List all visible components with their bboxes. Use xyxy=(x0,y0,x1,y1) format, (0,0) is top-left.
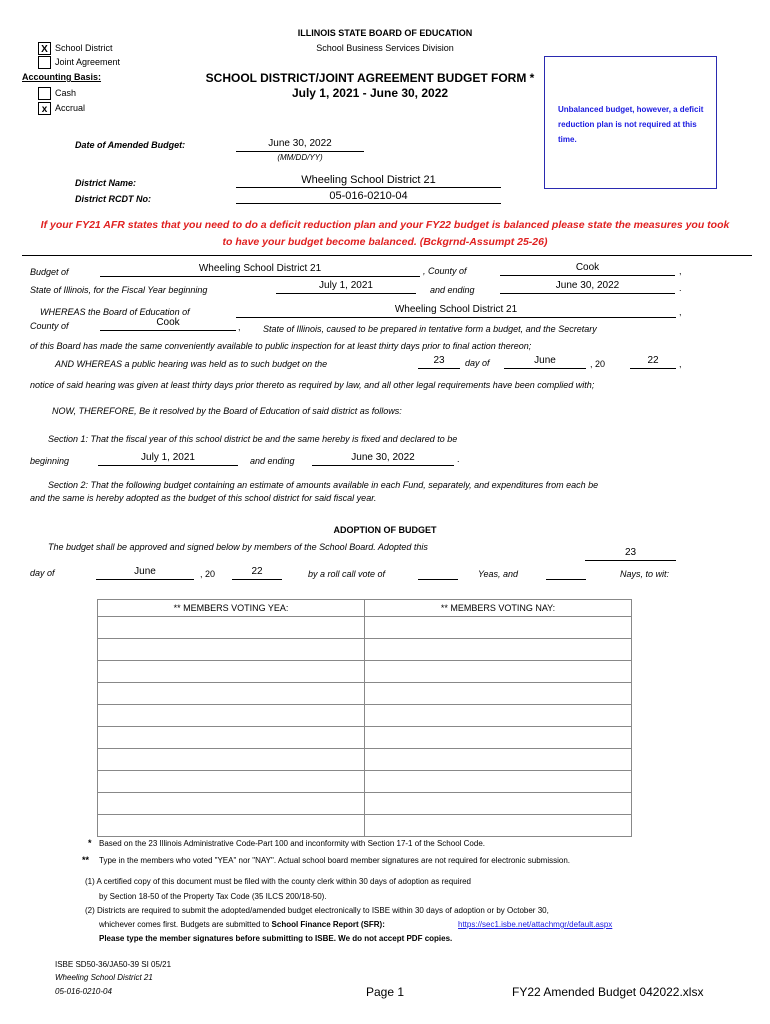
nay-member-cell[interactable] xyxy=(365,705,632,727)
deficit-note-box xyxy=(544,56,717,189)
yeas-count-field[interactable] xyxy=(418,566,458,580)
period-2: . xyxy=(457,454,460,464)
notice-text: notice of said hearing was given at least thirty days prior thereto as required by law, and all other legal requirements have been complied with; xyxy=(30,380,595,390)
budget-district-field[interactable]: Wheeling School District 21 xyxy=(100,263,420,277)
fy-end-field[interactable]: June 30, 2022 xyxy=(500,280,675,294)
school-district-checkbox[interactable]: X xyxy=(38,42,51,55)
nay-member-cell[interactable] xyxy=(365,749,632,771)
inspection-text: of this Board has made the same conveniently available to public inspection for at least thirty days prior to final action thereon; xyxy=(30,341,532,351)
note-2-line-2 xyxy=(99,920,385,929)
form-title: SCHOOL DISTRICT/JOINT AGREEMENT BUDGET FORM * xyxy=(205,71,535,85)
yea-member-cell[interactable] xyxy=(98,749,365,771)
adoption-month-field[interactable]: June xyxy=(96,566,194,580)
note-2-line-1: (2) Districts are required to submit the adopted/amended budget electronically to ISBE within 30 days of adoption or by October 30, xyxy=(85,906,549,915)
adopted-day-field[interactable]: 23 xyxy=(585,547,676,561)
yea-member-cell[interactable] xyxy=(98,727,365,749)
budget-of-label: Budget of xyxy=(30,267,69,277)
cash-label: Cash xyxy=(55,88,77,98)
nays-count-field[interactable] xyxy=(546,566,586,580)
nay-member-cell[interactable] xyxy=(365,661,632,683)
footnote-1-mark: * xyxy=(88,838,92,848)
accrual-checkbox[interactable]: x xyxy=(38,102,51,115)
footnote-2-mark: ** xyxy=(82,855,90,865)
sfr-link[interactable]: https://sec1.isbe.net/attachmgr/default.aspx xyxy=(458,920,613,929)
section-2-line-2: and the same is hereby adopted as the budget of this school district for said fiscal year. xyxy=(30,493,377,503)
yea-member-cell[interactable] xyxy=(98,683,365,705)
section-2-line-1: Section 2: That the following budget containing an estimate of amounts available in each Fund, separately, and expenditures from each be xyxy=(48,480,599,490)
nay-member-cell[interactable] xyxy=(365,815,632,837)
deficit-note-text: Unbalanced budget, however, a deficit reduction plan is not required at this time. xyxy=(558,105,704,144)
yea-member-cell[interactable] xyxy=(98,793,365,815)
comma-1: , xyxy=(679,266,682,276)
note-1-line-2: by Section 18-50 of the Property Tax Code (35 ILCS 200/18-50). xyxy=(99,892,327,901)
page-number: Page 1 xyxy=(366,985,405,999)
amended-date-label: Date of Amended Budget: xyxy=(75,140,186,150)
comma-4: , xyxy=(679,359,682,369)
period-1: . xyxy=(679,283,682,293)
footer-rcdt: 05-016-0210-04 xyxy=(55,987,112,996)
nay-member-cell[interactable] xyxy=(365,617,632,639)
rcdt-field[interactable]: 05-016-0210-04 xyxy=(236,190,501,204)
nay-member-cell[interactable] xyxy=(365,683,632,705)
yea-member-cell[interactable] xyxy=(98,705,365,727)
hearing-month-field[interactable]: June xyxy=(504,355,586,369)
file-name: FY22 Amended Budget 042022.xlsx xyxy=(512,985,704,999)
roll-call-label: by a roll call vote of xyxy=(308,569,386,579)
footnote-2: Type in the members who voted "YEA" nor "NAY". Actual school board member signatures are not required for electronic submission. xyxy=(99,856,570,865)
yea-header: ** MEMBERS VOTING YEA: xyxy=(98,600,365,617)
yea-member-cell[interactable] xyxy=(98,617,365,639)
note-1-line-1: (1) A certified copy of this document must be filed with the county clerk within 30 days of adoption as required xyxy=(85,877,471,886)
form-number: ISBE SD50-36/JA50-39 SI 05/21 xyxy=(55,960,172,969)
school-district-label: School District xyxy=(55,43,113,53)
joint-agreement-label: Joint Agreement xyxy=(55,57,121,67)
comma-3: , xyxy=(238,322,241,332)
state-fy-label: State of Illinois, for the Fiscal Year beginning xyxy=(30,285,208,295)
county-field[interactable]: Cook xyxy=(500,262,675,276)
nay-member-cell[interactable] xyxy=(365,771,632,793)
joint-agreement-checkbox[interactable] xyxy=(38,56,51,69)
nay-member-cell[interactable] xyxy=(365,727,632,749)
yea-member-cell[interactable] xyxy=(98,815,365,837)
hearing-text: AND WHEREAS a public hearing was held as to such budget on the xyxy=(55,359,328,369)
accrual-label: Accrual xyxy=(55,103,86,113)
board-district-field[interactable]: Wheeling School District 21 xyxy=(236,304,676,318)
footer-district: Wheeling School District 21 xyxy=(55,973,153,982)
adoption-day-of-label: day of xyxy=(30,568,55,578)
fy-begin-field[interactable]: July 1, 2021 xyxy=(276,280,416,294)
rcdt-label: District RCDT No: xyxy=(75,194,151,204)
accounting-basis-label: Accounting Basis: xyxy=(22,72,102,82)
adoption-title: ADOPTION OF BUDGET xyxy=(333,525,437,535)
district-name-label: District Name: xyxy=(75,178,137,188)
adoption-twenty-label: , 20 xyxy=(200,569,216,579)
comma-2: , xyxy=(679,307,682,317)
day-of-label: day of xyxy=(465,358,490,368)
agency-title: ILLINOIS STATE BOARD OF EDUCATION xyxy=(297,28,473,38)
note-2-text: whichever comes first. Budgets are submitted to xyxy=(99,920,272,929)
form-period: July 1, 2021 - June 30, 2022 xyxy=(291,86,449,100)
yea-member-cell[interactable] xyxy=(98,639,365,661)
twenty-label: , 20 xyxy=(590,359,606,369)
beginning-label: beginning xyxy=(30,456,70,466)
voting-table xyxy=(97,599,632,837)
s1-begin-field[interactable]: July 1, 2021 xyxy=(98,452,238,466)
nay-header: ** MEMBERS VOTING NAY: xyxy=(365,600,632,617)
county-of-label: , County of xyxy=(423,266,467,276)
adoption-year-field[interactable]: 22 xyxy=(232,566,282,580)
warning-line-1: If your FY21 AFR states that you need to do a deficit reduction plan and your FY22 budget is balanced please state the measures you took xyxy=(40,219,730,231)
cash-checkbox[interactable] xyxy=(38,87,51,100)
county-of-2-label: County of xyxy=(30,321,69,331)
adoption-text: The budget shall be approved and signed below by members of the School Board. Adopted this xyxy=(48,542,428,552)
divider xyxy=(22,255,752,256)
nay-member-cell[interactable] xyxy=(365,639,632,661)
yea-member-cell[interactable] xyxy=(98,661,365,683)
therefore-text: NOW, THEREFORE, Be it resolved by the Board of Education of said district as follows: xyxy=(52,406,402,416)
and-ending-label: and ending xyxy=(430,285,475,295)
section-1-text: Section 1: That the fiscal year of this school district be and the same hereby is fixed and declared to be xyxy=(48,434,458,444)
nay-member-cell[interactable] xyxy=(365,793,632,815)
sfr-label: School Finance Report (SFR): xyxy=(271,920,385,929)
whereas-label: WHEREAS the Board of Education of xyxy=(40,307,190,317)
yea-member-cell[interactable] xyxy=(98,771,365,793)
footnote-1: Based on the 23 Illinois Administrative Code-Part 100 and inconformity with Section 17-1 of the School Code. xyxy=(99,839,485,848)
s1-end-field[interactable]: June 30, 2022 xyxy=(312,452,454,466)
caused-text: State of Illinois, caused to be prepared in tentative form a budget, and the Secretary xyxy=(263,324,597,334)
county-2-field[interactable]: Cook xyxy=(100,317,236,331)
note-2-line-3: Please type the member signatures before submitting to ISBE. We do not accept PDF copies. xyxy=(99,934,453,943)
district-name-field[interactable]: Wheeling School District 21 xyxy=(236,174,501,188)
yeas-label: Yeas, and xyxy=(478,569,519,579)
nays-label: Nays, to wit: xyxy=(620,569,670,579)
hearing-day-field[interactable]: 23 xyxy=(418,355,460,369)
division-title: School Business Services Division xyxy=(316,43,454,53)
date-format-hint: (MM/DD/YY) xyxy=(277,153,323,162)
hearing-year-field[interactable]: 22 xyxy=(630,355,676,369)
s1-ending-label: and ending xyxy=(250,456,295,466)
warning-line-2: to have your budget become balanced. (Bckgrnd-Assumpt 25-26) xyxy=(222,236,548,248)
amended-date-field[interactable]: June 30, 2022 xyxy=(236,138,364,152)
